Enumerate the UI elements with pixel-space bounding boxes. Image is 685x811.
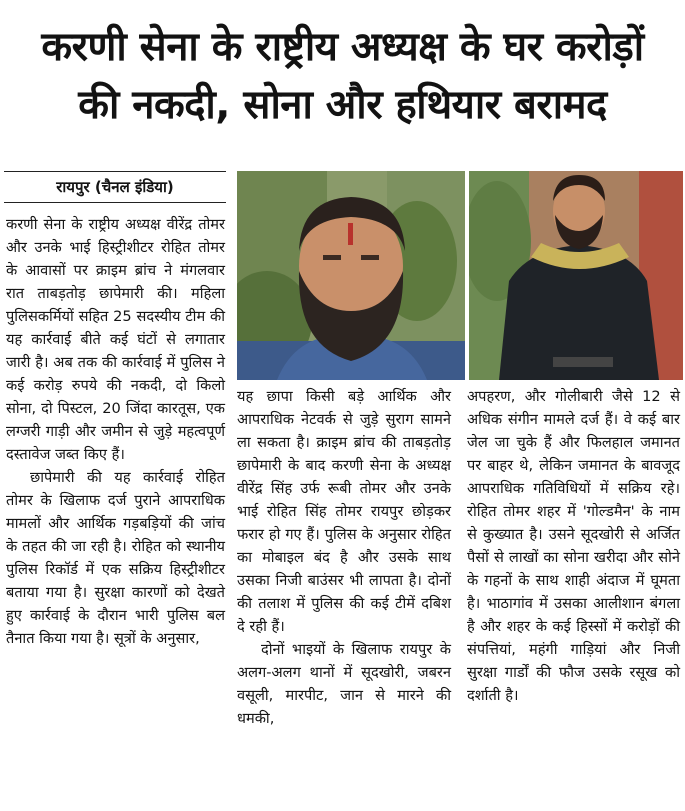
column-2-paragraph-2: दोनों भाइयों के खिलाफ रायपुर के अलग-अलग थानों में सूदखोरी, जबरन वसूली, मारपीट, जान से मारने की धमकी, <box>237 641 451 727</box>
photo-virendra-tomar <box>237 171 465 380</box>
column-1-paragraph-2: छापेमारी की यह कार्रवाई रोहित तोमर के खिलाफ दर्ज पुराने आपराधिक मामलों और आर्थिक गड़बड़ियों की जांच के तहत की जा रही है। रोहित को स्थानीय पुलिस रिकॉर्ड में एक सक्रिय हिस्ट्रीशीटर बताया गया है। सुरक्षा कारणों को देखते हुए कार्रवाई के दौरान भारी पुलिस बल तैनात किया गया है। सूत्रों के अनुसार, <box>6 469 225 647</box>
photo-rohit-tomar <box>469 171 683 380</box>
headline <box>0 18 685 134</box>
column-3-paragraph-1: अपहरण, और गोलीबारी जैसे 12 से अधिक संगीन मामले दर्ज हैं। वे कई बार जेल जा चुके हैं और फिलहाल जमानत पर बाहर थे, लेकिन जमानत के बावजूद आपराधिक गतिविधियों में सक्रिय रहे। रोहित तोमर शहर में 'गोल्डमैन' के नाम से कुख्यात है। उसने सूदखोरी से अर्जित पैसों से लाखों का सोना खरीदा और सोने के गहनों के साथ शाही अंदाज में घूमता है। भाठागांव में उसका आलीशान बंगला है और शहर के कई हिस्सों में करोड़ों की संपत्तियां, महंगी गाड़ियां और निजी सुरक्षा गार्डों की फौज उसके रसूख को दर्शाती है। <box>467 388 680 704</box>
article-column-3 <box>467 385 680 707</box>
column-1-paragraph-1: करणी सेना के राष्ट्रीय अध्यक्ष वीरेंद्र तोमर और उनके भाई हिस्ट्रीशीटर रोहित तोमर के आवासों पर क्राइम ब्रांच ने मंगलवार रात ताबड़तोड़ छापेमारी की। महिला पुलिसकर्मियों सहित 25 सदस्यीय टीम की यह कार्रवाई बीते कई घंटों से लगातार जारी है। अब तक की कार्रवाई में पुलिस ने कई करोड़ रुपये की नकदी, दो किलो सोना, दो पिस्टल, 20 जिंदा कारतूस, एक लग्जरी गाड़ी और जमीन से जुड़े महत्वपूर्ण दस्तावेज जब्त किए हैं। <box>6 216 225 463</box>
dateline: रायपुर (चैनल इंडिया) <box>4 171 226 203</box>
headline-line-2: की नकदी, सोना और हथियार बरामद <box>78 82 607 128</box>
portrait-image <box>237 171 465 380</box>
headline-line-1: करणी सेना के राष्ट्रीय अध्यक्ष के घर करोड़ों <box>41 24 644 70</box>
column-2-paragraph-1: यह छापा किसी बड़े आर्थिक और आपराधिक नेटवर्क से जुड़े सुराग सामने ला सकता है। क्राइम ब्रांच की ताबड़तोड़ छापेमारी के बाद करणी सेना के अध्यक्ष वीरेंद्र सिंह उर्फ रूबी तोमर और उनके भाई रोहित सिंह तोमर रायपुर छोड़कर फरार हो गए हैं। पुलिस के अनुसार रोहित का मोबाइल बंद है और उसके साथ उसका निजी बाउंसर भी लापता है। दोनों की तलाश में पुलिस की कई टीमें दबिश दे रही हैं। <box>237 388 451 635</box>
article-column-1 <box>6 213 225 650</box>
portrait-image <box>469 171 683 380</box>
article-column-2 <box>237 385 451 730</box>
